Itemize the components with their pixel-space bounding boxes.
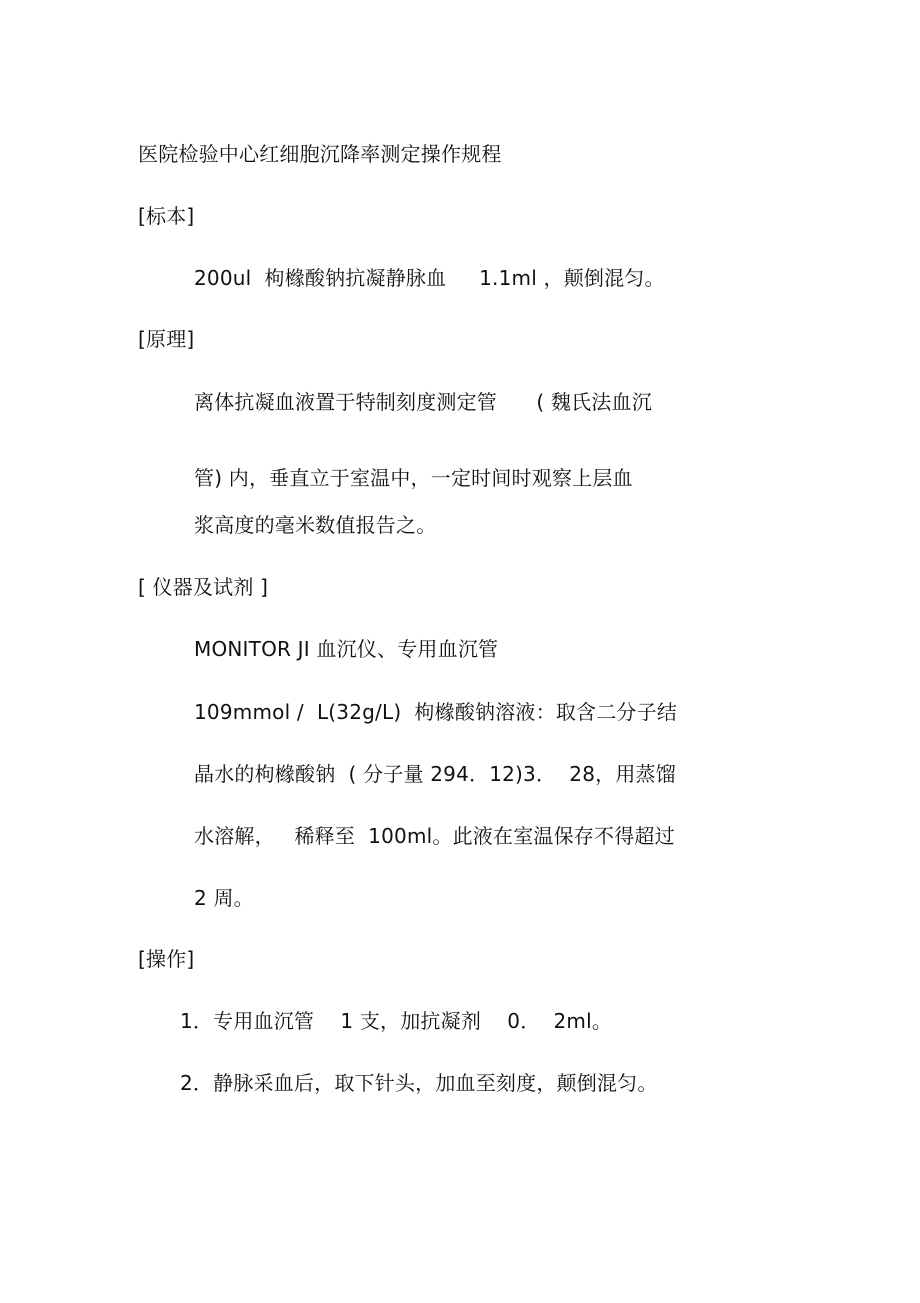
specimen-line: 200ul 枸橼酸钠抗凝静脉血 1.1ml ，颠倒混匀。 xyxy=(194,266,665,290)
section-heading-operation: [操作] xyxy=(138,947,195,971)
instruments-line: 晶水的枸橼酸钠 ( 分子量 294．12)3． 28，用蒸馏 xyxy=(194,762,676,786)
principle-line: 离体抗凝血液置于特制刻度测定管 ( 魏氏法血沉 xyxy=(194,390,652,414)
instruments-line: 109mmol / L(32g/L) 枸橼酸钠溶液：取含二分子结 xyxy=(194,700,678,724)
instruments-line: 水溶解， 稀释至 100ml。此液在室温保存不得超过 xyxy=(194,824,675,848)
section-heading-specimen: [标本] xyxy=(138,204,195,228)
section-heading-instruments: [ 仪器及试剂 ] xyxy=(138,575,269,599)
operation-step: 2．静脉采血后，取下针头，加血至刻度，颠倒混匀。 xyxy=(180,1071,658,1095)
instruments-line: 2 周。 xyxy=(194,886,254,910)
principle-line: 管) 内，垂直立于室温中，一定时间时观察上层血 xyxy=(194,466,633,490)
instruments-line: MONITOR JI 血沉仪、专用血沉管 xyxy=(194,637,499,661)
principle-line: 浆高度的毫米数值报告之。 xyxy=(194,513,437,537)
document-title: 医院检验中心红细胞沉降率测定操作规程 xyxy=(138,142,502,166)
section-heading-principle: [原理] xyxy=(138,327,195,351)
operation-step: 1．专用血沉管 1 支，加抗凝剂 0． 2ml。 xyxy=(180,1009,613,1033)
